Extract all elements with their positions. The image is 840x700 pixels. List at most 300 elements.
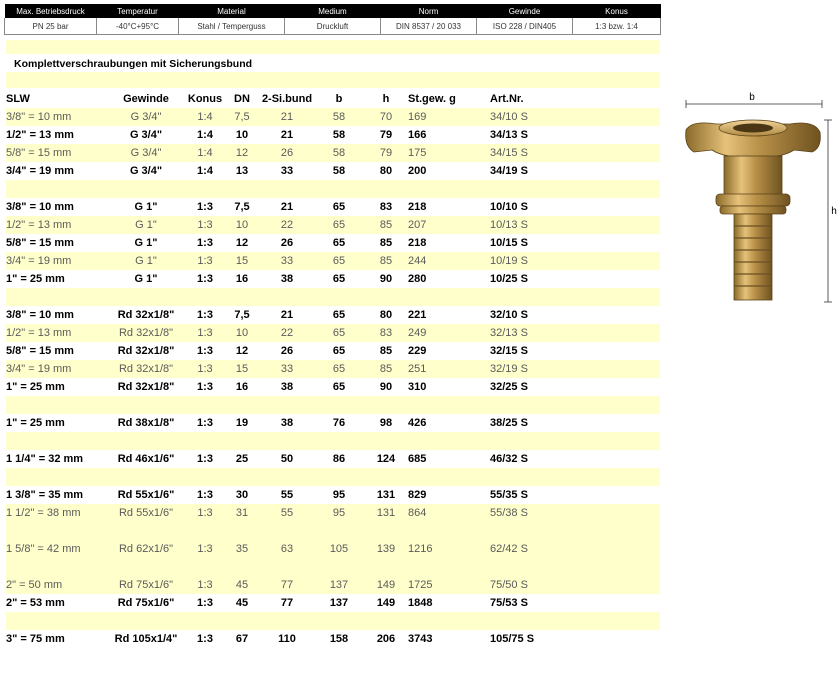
cell-gewinde: G 3/4"	[129, 165, 163, 177]
empty-cell	[6, 180, 106, 198]
cell-stueckgewicht: 229	[408, 345, 427, 357]
table-row	[6, 342, 660, 360]
cell-dn: 7,5	[234, 309, 250, 321]
empty-cell	[580, 396, 660, 414]
cell-artikelnummer: 75/53 S	[490, 597, 528, 609]
spec-header: Norm	[381, 4, 477, 18]
cell-konus: 1:3	[197, 381, 213, 393]
cell-slw: 5/8" = 15 mm	[6, 147, 72, 159]
spec-header: Material	[179, 4, 285, 18]
empty-cell	[224, 522, 260, 540]
cell-h: 206	[376, 633, 396, 645]
table-row	[6, 162, 660, 180]
empty-cell	[260, 612, 314, 630]
column-header-dn: DN	[234, 93, 250, 105]
cell-slw: 3" = 75 mm	[6, 633, 65, 645]
cell-slw: 1 1/4" = 32 mm	[6, 453, 84, 465]
cell-konus: 1:3	[197, 597, 213, 609]
table-row	[6, 414, 660, 432]
empty-cell	[314, 468, 364, 486]
fittings-table	[6, 90, 660, 648]
cell-stueckgewicht: 200	[408, 165, 427, 177]
cell-b: 86	[332, 453, 346, 465]
spec-value: Stahl / Temperguss	[179, 18, 285, 35]
cell-b: 95	[332, 489, 346, 501]
cell-slw: 2" = 53 mm	[6, 597, 65, 609]
empty-cell	[314, 612, 364, 630]
cell-stueckgewicht: 218	[408, 237, 427, 249]
table-row	[6, 108, 660, 126]
cell-artikelnummer: 62/42 S	[490, 543, 528, 555]
empty-cell	[580, 432, 660, 450]
column-header-b: b	[335, 93, 343, 105]
cell-b: 76	[332, 417, 346, 429]
cell-artikelnummer: 34/15 S	[490, 147, 528, 159]
column-header-stueckgewicht: St.gew. g	[408, 93, 456, 105]
empty-cell	[490, 180, 580, 198]
cell-sicherungsbund: 26	[280, 345, 294, 357]
cell-slw: 1 1/2" = 38 mm	[6, 507, 81, 519]
empty-cell	[580, 468, 660, 486]
empty-cell	[106, 612, 186, 630]
empty-cell	[106, 522, 186, 540]
spec-header: Medium	[285, 4, 381, 18]
cell-gewinde: Rd 32x1/8"	[117, 309, 175, 321]
spec-value: -40°C+95°C	[97, 18, 179, 35]
cell-h: 80	[379, 309, 393, 321]
cell-artikelnummer: 32/13 S	[490, 327, 528, 339]
cell-sicherungsbund: 33	[280, 363, 294, 375]
cell-sicherungsbund: 21	[280, 309, 294, 321]
cell-gewinde: G 1"	[134, 201, 158, 213]
cell-sicherungsbund: 21	[280, 111, 294, 123]
empty-cell	[6, 612, 106, 630]
cell-gewinde: Rd 55x1/6"	[117, 489, 175, 501]
empty-cell	[580, 144, 660, 162]
cell-slw: 3/4" = 19 mm	[6, 255, 72, 267]
empty-cell	[580, 504, 660, 522]
empty-cell	[260, 468, 314, 486]
cell-stueckgewicht: 685	[408, 453, 427, 465]
fitting-body	[724, 156, 782, 196]
cell-slw: 1 5/8" = 42 mm	[6, 543, 81, 555]
cell-gewinde: Rd 46x1/6"	[117, 453, 175, 465]
empty-cell	[490, 432, 580, 450]
empty-cell	[580, 126, 660, 144]
empty-cell	[580, 630, 660, 648]
cell-h: 80	[379, 165, 393, 177]
empty-cell	[314, 396, 364, 414]
table-row	[6, 630, 660, 648]
cell-sicherungsbund: 22	[280, 327, 294, 339]
empty-cell	[106, 288, 186, 306]
product-photo	[682, 90, 838, 308]
cell-sicherungsbund: 55	[280, 507, 294, 519]
empty-cell	[580, 198, 660, 216]
empty-cell	[260, 180, 314, 198]
cell-artikelnummer: 75/50 S	[490, 579, 528, 591]
cell-sicherungsbund: 63	[280, 543, 294, 555]
cell-stueckgewicht: 249	[408, 327, 427, 339]
empty-cell	[580, 558, 660, 576]
empty-cell	[314, 558, 364, 576]
spec-header: Konus	[573, 4, 661, 18]
cell-b: 58	[332, 165, 346, 177]
cell-slw: 3/4" = 19 mm	[6, 165, 74, 177]
cell-stueckgewicht: 1725	[408, 579, 433, 591]
cell-konus: 1:3	[197, 237, 213, 249]
empty-cell	[490, 468, 580, 486]
empty-cell	[6, 396, 106, 414]
cell-artikelnummer: 38/25 S	[490, 417, 528, 429]
cell-artikelnummer: 34/10 S	[490, 111, 528, 123]
cell-artikelnummer: 32/19 S	[490, 363, 528, 375]
cell-gewinde: G 1"	[134, 237, 158, 249]
cell-konus: 1:3	[197, 219, 213, 231]
empty-cell	[490, 558, 580, 576]
cell-konus: 1:4	[197, 147, 213, 159]
section-title: Komplettverschraubungen mit Sicherungsbund	[14, 58, 253, 70]
empty-cell	[364, 558, 408, 576]
cell-artikelnummer: 32/25 S	[490, 381, 528, 393]
cell-gewinde: G 1"	[135, 255, 157, 267]
cell-stueckgewicht: 166	[408, 129, 427, 141]
spacer-row	[6, 180, 660, 198]
cell-b: 58	[332, 147, 346, 159]
cell-slw: 1/2" = 13 mm	[6, 327, 72, 339]
cell-slw: 3/8" = 10 mm	[6, 201, 74, 213]
cell-stueckgewicht: 864	[408, 507, 427, 519]
spacer-row	[6, 522, 660, 540]
cell-b: 65	[332, 237, 346, 249]
empty-cell	[364, 180, 408, 198]
cell-slw: 5/8" = 15 mm	[6, 345, 74, 357]
cell-sicherungsbund: 33	[280, 255, 294, 267]
empty-cell	[490, 396, 580, 414]
cell-b: 65	[332, 255, 346, 267]
empty-cell	[6, 468, 106, 486]
empty-cell	[580, 108, 660, 126]
cell-h: 98	[379, 417, 393, 429]
empty-cell	[408, 612, 490, 630]
empty-cell	[6, 288, 106, 306]
cell-slw: 3/8" = 10 mm	[6, 309, 74, 321]
empty-cell	[580, 324, 660, 342]
table-row	[6, 504, 660, 522]
dimension-label-h: h	[831, 206, 837, 217]
cell-dn: 10	[235, 327, 249, 339]
cell-b: 105	[329, 543, 349, 555]
cell-b: 137	[329, 597, 349, 609]
table-row	[6, 252, 660, 270]
empty-cell	[224, 432, 260, 450]
cell-konus: 1:3	[197, 579, 213, 591]
cell-stueckgewicht: 310	[408, 381, 427, 393]
cell-artikelnummer: 105/75 S	[490, 633, 535, 645]
empty-cell	[580, 594, 660, 612]
cell-b: 65	[332, 309, 346, 321]
empty-cell	[580, 270, 660, 288]
cell-konus: 1:3	[197, 489, 213, 501]
cell-konus: 1:3	[197, 255, 213, 267]
empty-cell	[260, 558, 314, 576]
cell-b: 65	[332, 363, 346, 375]
cell-b: 65	[332, 273, 346, 285]
empty-cell	[364, 288, 408, 306]
cell-b: 65	[332, 201, 346, 213]
cell-h: 149	[376, 597, 396, 609]
spacer-row	[6, 468, 660, 486]
cell-artikelnummer: 10/10 S	[490, 201, 528, 213]
cell-b: 58	[332, 111, 346, 123]
collar-ring	[720, 206, 786, 214]
column-header-konus: Konus	[187, 93, 223, 105]
cell-artikelnummer: 10/25 S	[490, 273, 528, 285]
cell-h: 139	[376, 543, 396, 555]
cell-dn: 7,5	[234, 111, 250, 123]
cell-slw: 2" = 50 mm	[6, 579, 63, 591]
table-header-row	[6, 90, 660, 108]
spec-value: 1:3 bzw. 1:4	[573, 18, 661, 35]
cell-b: 158	[329, 633, 349, 645]
cell-slw: 1" = 25 mm	[6, 273, 65, 285]
empty-cell	[580, 252, 660, 270]
empty-cell	[224, 468, 260, 486]
safety-collar	[716, 194, 790, 206]
cell-konus: 1:3	[197, 453, 213, 465]
cell-slw: 1/2" = 13 mm	[6, 219, 72, 231]
cell-h: 85	[379, 345, 393, 357]
empty-cell	[106, 432, 186, 450]
cell-stueckgewicht: 426	[408, 417, 427, 429]
cell-artikelnummer: 46/32 S	[490, 453, 528, 465]
cell-sicherungsbund: 77	[280, 579, 294, 591]
spacer-row	[6, 288, 660, 306]
cell-artikelnummer: 34/19 S	[490, 165, 528, 177]
cell-dn: 15	[235, 255, 249, 267]
spec-header-row	[5, 4, 661, 18]
nut-bore	[733, 124, 773, 133]
cell-konus: 1:4	[197, 111, 213, 123]
spec-value: DIN 8537 / 20 033	[381, 18, 477, 35]
empty-cell	[490, 522, 580, 540]
cell-slw: 1" = 25 mm	[6, 381, 65, 393]
cell-sicherungsbund: 38	[280, 381, 294, 393]
empty-cell	[580, 360, 660, 378]
cell-h: 85	[379, 219, 393, 231]
cell-gewinde: Rd 38x1/8"	[117, 417, 175, 429]
stripe-band	[6, 72, 660, 88]
empty-cell	[408, 558, 490, 576]
cell-slw: 1/2" = 13 mm	[6, 129, 74, 141]
empty-cell	[580, 180, 660, 198]
table-row	[6, 306, 660, 324]
empty-cell	[408, 432, 490, 450]
cell-b: 58	[332, 129, 346, 141]
cell-konus: 1:3	[197, 309, 213, 321]
cell-konus: 1:3	[197, 345, 213, 357]
table-row	[6, 270, 660, 288]
empty-cell	[186, 522, 224, 540]
empty-cell	[186, 180, 224, 198]
cell-gewinde: Rd 105x1/4"	[114, 633, 178, 645]
cell-gewinde: Rd 55x1/6"	[118, 507, 174, 519]
cell-artikelnummer: 55/38 S	[490, 507, 528, 519]
cell-konus: 1:3	[197, 273, 213, 285]
spec-value: ISO 228 / DIN405	[477, 18, 573, 35]
empty-cell	[364, 432, 408, 450]
cell-sicherungsbund: 110	[278, 633, 296, 645]
table-row	[6, 126, 660, 144]
cell-dn: 19	[235, 417, 249, 429]
empty-cell	[580, 540, 660, 558]
cell-h: 83	[379, 201, 393, 213]
cell-sicherungsbund: 38	[280, 417, 294, 429]
cell-artikelnummer: 55/35 S	[490, 489, 528, 501]
cell-dn: 13	[235, 165, 249, 177]
empty-cell	[186, 288, 224, 306]
cell-h: 79	[379, 129, 393, 141]
cell-stueckgewicht: 829	[408, 489, 427, 501]
empty-cell	[580, 90, 660, 108]
cell-artikelnummer: 10/15 S	[490, 237, 528, 249]
cell-slw: 1 3/8" = 35 mm	[6, 489, 84, 501]
cell-slw: 3/4" = 19 mm	[6, 363, 72, 375]
cell-gewinde: Rd 75x1/6"	[117, 597, 175, 609]
empty-cell	[364, 468, 408, 486]
empty-cell	[186, 396, 224, 414]
stripe-band	[6, 40, 660, 54]
empty-cell	[580, 612, 660, 630]
cell-b: 65	[332, 219, 346, 231]
empty-cell	[408, 288, 490, 306]
spec-value-row	[5, 18, 661, 35]
empty-cell	[6, 522, 106, 540]
empty-cell	[224, 288, 260, 306]
cell-slw: 1" = 25 mm	[6, 417, 65, 429]
cell-dn: 30	[235, 489, 249, 501]
cell-sicherungsbund: 55	[280, 489, 294, 501]
spacer-row	[6, 612, 660, 630]
cell-gewinde: G 3/4"	[130, 111, 162, 123]
empty-cell	[408, 468, 490, 486]
cell-stueckgewicht: 251	[408, 363, 427, 375]
cell-stueckgewicht: 280	[408, 273, 427, 285]
empty-cell	[224, 558, 260, 576]
cell-dn: 45	[235, 579, 249, 591]
empty-cell	[224, 612, 260, 630]
cell-stueckgewicht: 1216	[408, 543, 433, 555]
table-row	[6, 198, 660, 216]
empty-cell	[580, 576, 660, 594]
empty-cell	[314, 180, 364, 198]
empty-cell	[364, 396, 408, 414]
empty-cell	[580, 486, 660, 504]
cell-dn: 12	[235, 345, 249, 357]
empty-cell	[106, 468, 186, 486]
empty-cell	[580, 234, 660, 252]
dimension-label-b: b	[749, 92, 755, 103]
cell-b: 65	[332, 327, 346, 339]
cell-konus: 1:3	[197, 327, 213, 339]
cell-artikelnummer: 32/10 S	[490, 309, 528, 321]
cell-slw: 5/8" = 15 mm	[6, 237, 74, 249]
cell-dn: 25	[235, 453, 249, 465]
cell-stueckgewicht: 221	[408, 309, 427, 321]
cell-sicherungsbund: 33	[280, 165, 294, 177]
table-row	[6, 450, 660, 468]
cell-gewinde: Rd 32x1/8"	[118, 327, 174, 339]
empty-cell	[314, 432, 364, 450]
empty-cell	[580, 216, 660, 234]
cell-gewinde: Rd 75x1/6"	[118, 579, 174, 591]
cell-sicherungsbund: 77	[280, 597, 294, 609]
cell-gewinde: G 1"	[134, 273, 158, 285]
cell-h: 90	[379, 273, 393, 285]
cell-h: 149	[376, 579, 396, 591]
empty-cell	[224, 180, 260, 198]
empty-cell	[408, 180, 490, 198]
cell-gewinde: Rd 32x1/8"	[117, 381, 175, 393]
cell-artikelnummer: 34/13 S	[490, 129, 528, 141]
hose-tail	[734, 214, 772, 300]
cell-artikelnummer: 32/15 S	[490, 345, 528, 357]
cell-sicherungsbund: 26	[280, 147, 294, 159]
cell-sicherungsbund: 21	[280, 129, 294, 141]
empty-cell	[408, 522, 490, 540]
cell-slw: 3/8" = 10 mm	[6, 111, 72, 123]
cell-stueckgewicht: 175	[408, 147, 427, 159]
table-row	[6, 594, 660, 612]
empty-cell	[364, 522, 408, 540]
cell-sicherungsbund: 38	[280, 273, 294, 285]
spec-header: Temperatur	[97, 4, 179, 18]
table-row	[6, 234, 660, 252]
cell-b: 65	[332, 381, 346, 393]
empty-cell	[260, 288, 314, 306]
column-header-sicherungsbund: 2-Si.bund	[261, 93, 313, 105]
empty-cell	[260, 432, 314, 450]
cell-dn: 12	[235, 237, 249, 249]
cell-dn: 45	[235, 597, 249, 609]
cell-dn: 10	[235, 219, 249, 231]
table-row	[6, 360, 660, 378]
cell-artikelnummer: 10/19 S	[490, 255, 528, 267]
cell-h: 85	[379, 237, 393, 249]
empty-cell	[580, 342, 660, 360]
cell-dn: 35	[235, 543, 249, 555]
empty-cell	[186, 612, 224, 630]
empty-cell	[314, 288, 364, 306]
empty-cell	[6, 558, 106, 576]
empty-cell	[186, 468, 224, 486]
empty-cell	[580, 378, 660, 396]
empty-cell	[186, 558, 224, 576]
cell-dn: 10	[235, 129, 249, 141]
cell-konus: 1:3	[197, 633, 213, 645]
empty-cell	[260, 396, 314, 414]
cell-dn: 7,5	[234, 201, 250, 213]
cell-stueckgewicht: 207	[408, 219, 427, 231]
empty-cell	[490, 288, 580, 306]
empty-cell	[6, 432, 106, 450]
cell-stueckgewicht: 218	[408, 201, 427, 213]
spacer-row	[6, 432, 660, 450]
spec-value: PN 25 bar	[5, 18, 97, 35]
cell-h: 85	[379, 255, 393, 267]
cell-stueckgewicht: 169	[408, 111, 427, 123]
table-row	[6, 378, 660, 396]
